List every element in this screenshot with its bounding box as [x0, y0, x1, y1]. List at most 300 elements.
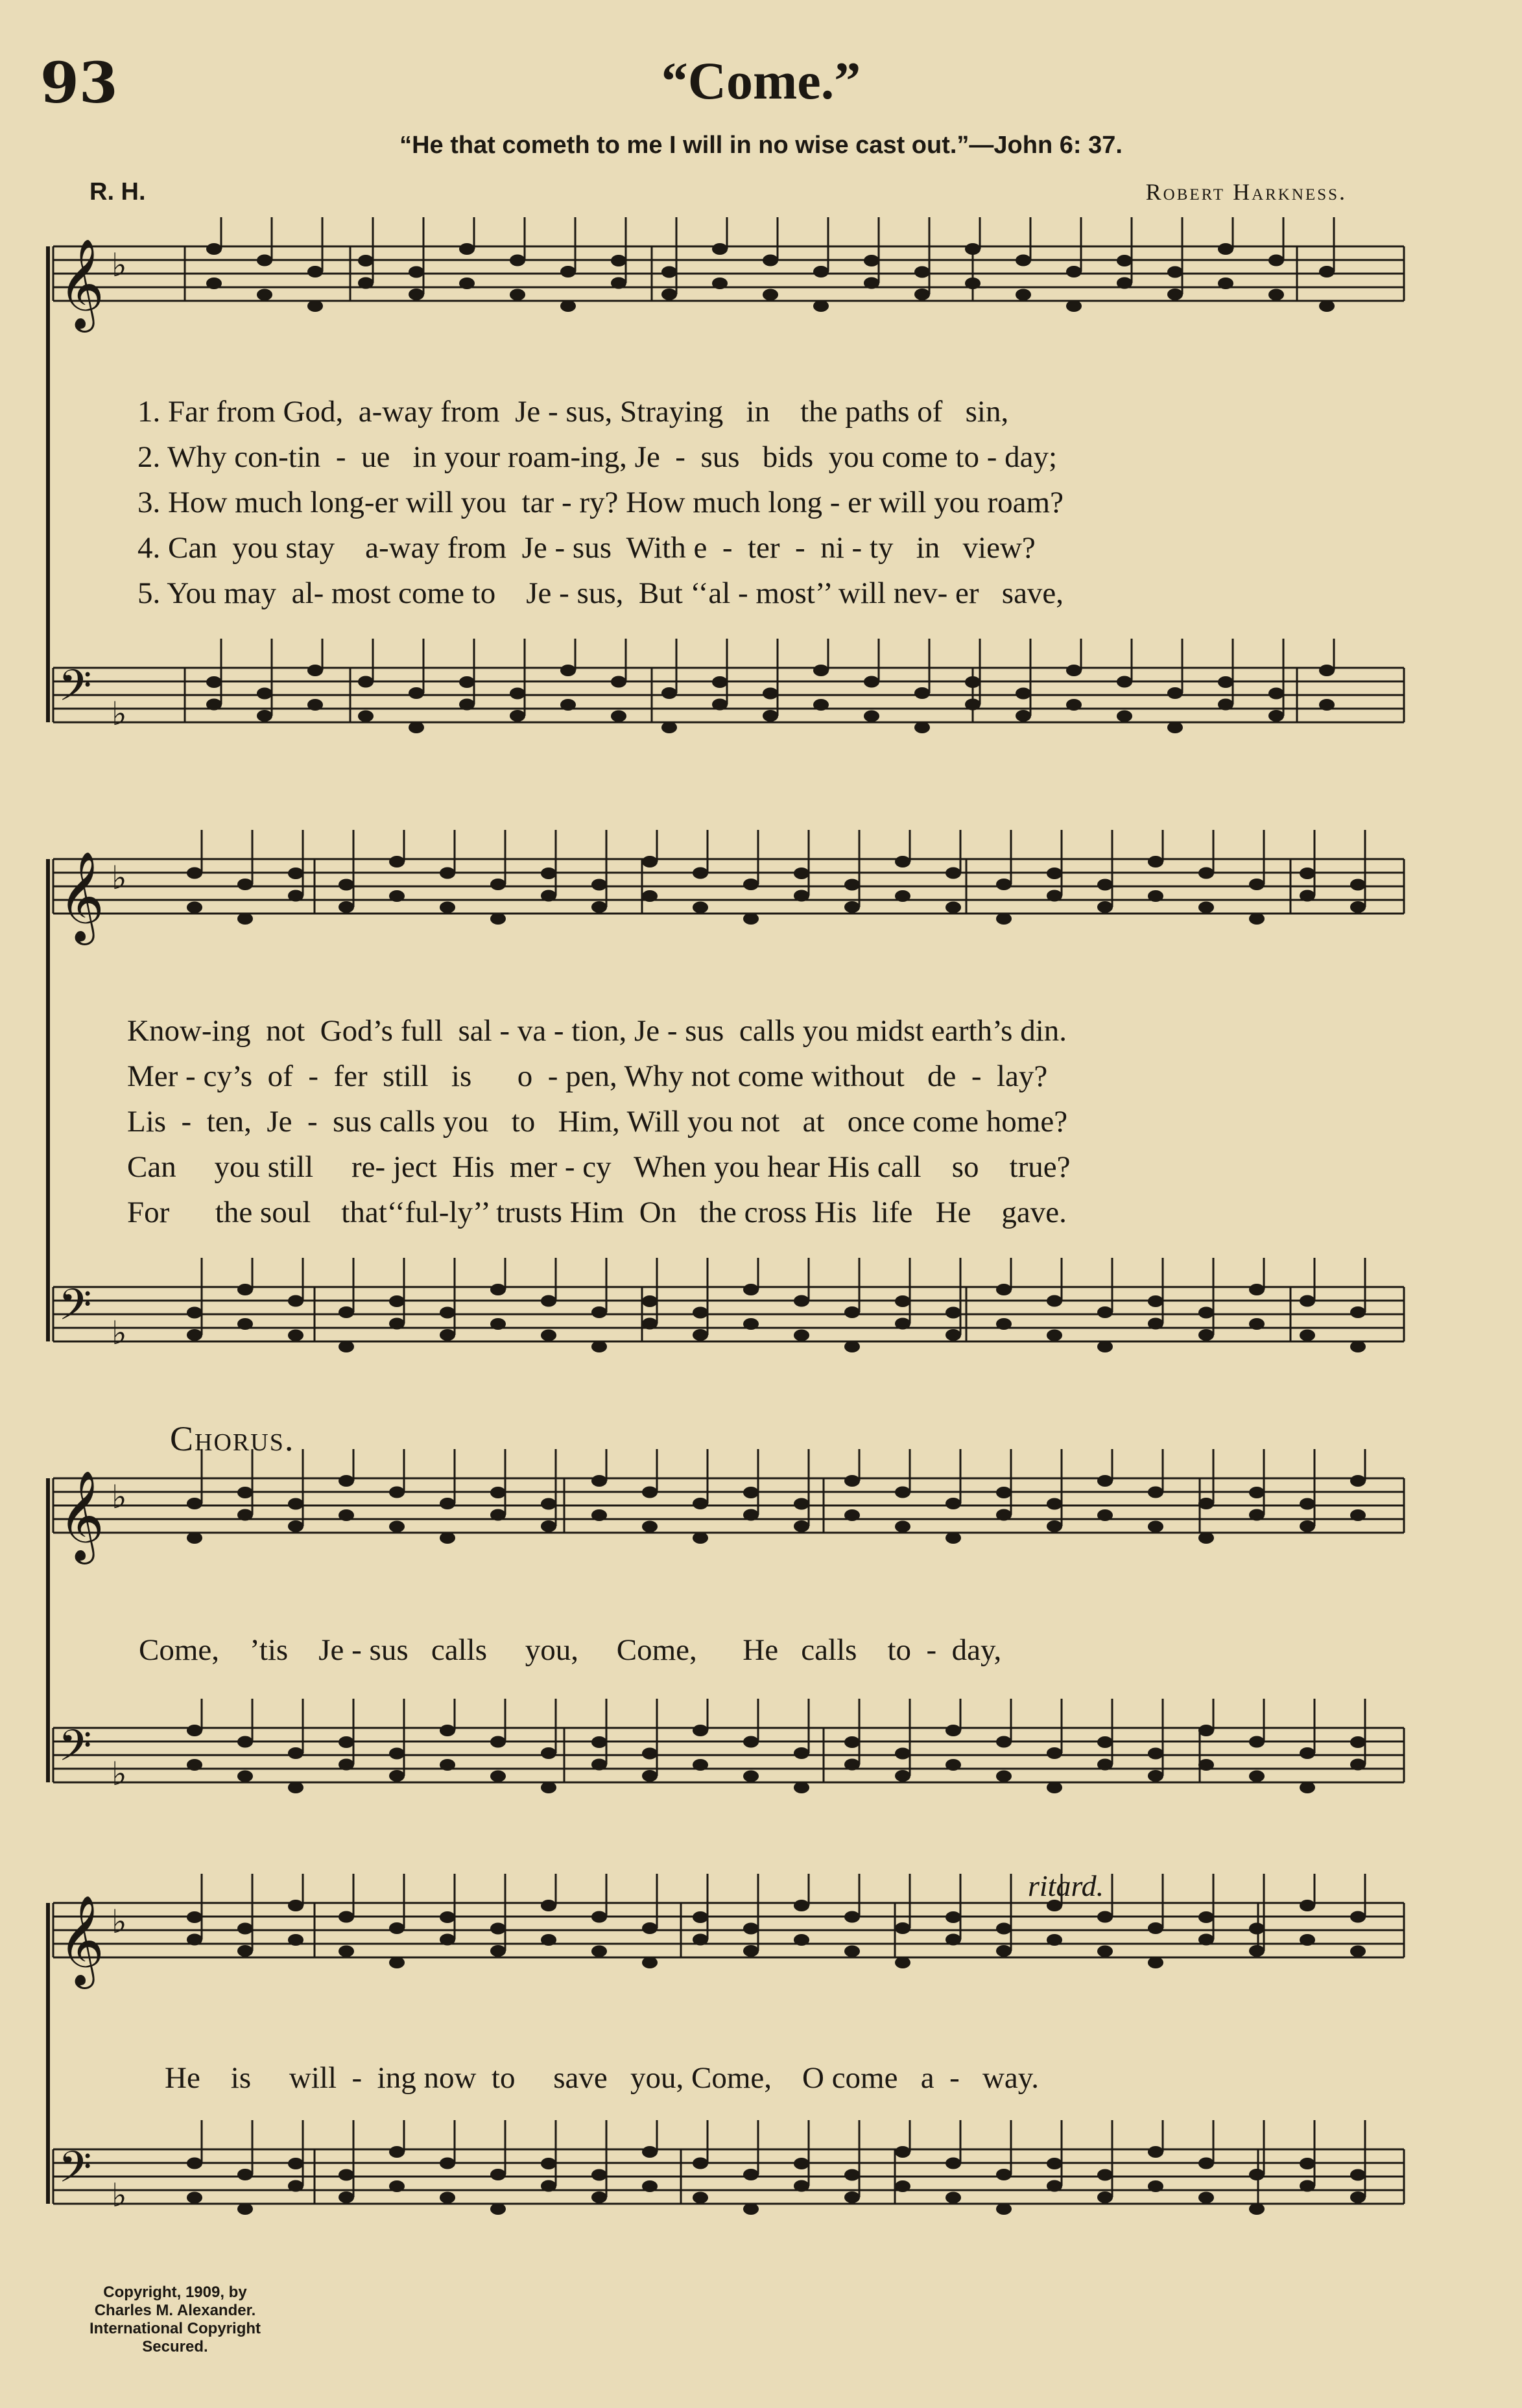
- note-head: [895, 890, 910, 902]
- copyright-line: Copyright, 1909, by: [103, 2284, 247, 2301]
- note-head: [642, 1318, 658, 1330]
- note-head: [409, 266, 424, 278]
- note-head: [206, 676, 222, 688]
- verse-text: Far from God, a-way from Je - sus, Straying in the paths of sin,: [168, 395, 1009, 429]
- bass-clef-icon: 𝄢: [58, 2142, 92, 2202]
- note-head: [459, 277, 475, 289]
- note-head: [1319, 266, 1335, 277]
- note-head: [237, 2169, 253, 2180]
- note-head: [996, 1771, 1012, 1782]
- note-head: [591, 879, 607, 891]
- note-head: [459, 676, 475, 688]
- note-head: [339, 1911, 354, 1923]
- note-head: [1047, 1330, 1062, 1341]
- note-head: [895, 2180, 910, 2192]
- note-head: [1300, 1900, 1315, 1911]
- note-head: [1249, 1318, 1265, 1330]
- note-head: [237, 1923, 253, 1935]
- note-head: [307, 266, 323, 277]
- note-head: [794, 1934, 809, 1946]
- note-head: [237, 1318, 253, 1330]
- note-head: [257, 289, 272, 301]
- note-head: [187, 1329, 202, 1341]
- note-head: [996, 2169, 1012, 2180]
- note-head: [1148, 1957, 1163, 1968]
- note-head: [611, 255, 626, 266]
- note-head: [945, 902, 961, 914]
- note-head: [996, 879, 1012, 890]
- note-head: [1117, 277, 1132, 289]
- note-head: [1198, 1498, 1214, 1509]
- note-head: [288, 1520, 303, 1532]
- note-head: [1319, 300, 1335, 312]
- note-head: [187, 902, 202, 914]
- note-head: [693, 1759, 708, 1771]
- note-head: [591, 1911, 607, 1923]
- note-head: [1350, 901, 1366, 913]
- tempo-marking: ritard.: [1028, 1869, 1104, 1902]
- note-head: [895, 1770, 910, 1782]
- note-head: [1198, 1759, 1214, 1771]
- note-head: [945, 868, 961, 879]
- note-head: [693, 2192, 708, 2204]
- note-head: [794, 2158, 809, 2169]
- note-head: [996, 1923, 1012, 1935]
- note-head: [743, 879, 759, 890]
- note-head: [844, 2169, 860, 2181]
- note-head: [1066, 300, 1082, 312]
- note-head: [813, 266, 829, 277]
- note-head: [1300, 1520, 1315, 1532]
- flat-icon: ♭: [112, 1903, 127, 1941]
- note-head: [1198, 868, 1214, 879]
- note-head: [1268, 289, 1284, 301]
- note-head: [965, 277, 981, 289]
- note-head: [844, 2191, 860, 2203]
- note-head: [389, 1521, 405, 1533]
- note-head: [642, 856, 658, 868]
- note-head: [1249, 879, 1265, 890]
- note-head: [895, 2146, 910, 2158]
- note-head: [339, 1759, 354, 1771]
- flat-icon: ♭: [112, 1755, 127, 1793]
- note-head: [490, 1318, 506, 1330]
- note-head: [541, 1900, 556, 1911]
- note-head: [1148, 1748, 1163, 1760]
- note-head: [307, 300, 323, 312]
- note-head: [1249, 2169, 1265, 2180]
- note-head: [307, 699, 323, 711]
- note-head: [187, 1532, 202, 1544]
- treble-clef-icon: 𝄞: [58, 851, 104, 941]
- note-head: [1350, 1341, 1366, 1352]
- note-head: [743, 1284, 759, 1295]
- note-head: [541, 1747, 556, 1759]
- note-head: [661, 289, 677, 300]
- note-head: [389, 2180, 405, 2192]
- note-head: [642, 2180, 658, 2192]
- note-head: [1319, 699, 1335, 711]
- note-head: [1350, 1946, 1366, 1957]
- note-head: [591, 2169, 607, 2181]
- note-head: [560, 266, 576, 277]
- note-head: [1097, 2191, 1113, 2203]
- note-head: [743, 1923, 759, 1935]
- note-head: [389, 2146, 405, 2158]
- note-head: [763, 289, 778, 301]
- note-head: [339, 1946, 354, 1957]
- note-head: [794, 1900, 809, 1911]
- note-head: [1148, 856, 1163, 868]
- note-head: [591, 901, 607, 913]
- note-head: [965, 699, 981, 711]
- note-head: [440, 2158, 455, 2169]
- note-head: [743, 1318, 759, 1330]
- note-head: [389, 1295, 405, 1307]
- note-head: [490, 1771, 506, 1782]
- note-head: [1047, 1934, 1062, 1946]
- note-head: [237, 1487, 253, 1498]
- note-head: [1300, 1295, 1315, 1307]
- note-head: [945, 1759, 961, 1771]
- note-head: [1097, 1306, 1113, 1318]
- note-head: [440, 1307, 455, 1319]
- note-head: [237, 913, 253, 925]
- note-head: [864, 711, 879, 722]
- note-head: [1198, 1934, 1214, 1946]
- note-head: [1350, 1736, 1366, 1748]
- note-head: [611, 711, 626, 722]
- note-head: [895, 1487, 910, 1498]
- note-head: [642, 1295, 658, 1307]
- note-head: [1097, 1911, 1113, 1923]
- note-head: [693, 1307, 708, 1319]
- verse-text: Can you stay a-way from Je - sus With e - ter - ni - ty in view?: [168, 531, 1036, 565]
- note-head: [541, 1934, 556, 1946]
- note-head: [1167, 687, 1183, 699]
- note-head: [844, 901, 860, 913]
- flat-icon: ♭: [112, 1314, 127, 1352]
- note-head: [389, 1318, 405, 1330]
- note-head: [763, 710, 778, 722]
- note-head: [440, 868, 455, 879]
- note-head: [257, 710, 272, 722]
- note-head: [844, 879, 860, 891]
- note-head: [206, 699, 222, 711]
- note-head: [661, 687, 677, 699]
- note-head: [743, 1771, 759, 1782]
- note-head: [1300, 868, 1315, 879]
- note-head: [895, 1318, 910, 1330]
- note-head: [1218, 277, 1233, 289]
- note-head: [743, 1509, 759, 1521]
- note-head: [642, 2146, 658, 2158]
- verse-4-line-2: Can you still re- ject His mer - cy When you hear His call so true?: [127, 1150, 1071, 1184]
- note-head: [642, 1922, 658, 1934]
- note-head: [440, 1329, 455, 1341]
- note-head: [642, 1748, 658, 1760]
- verse-number: 3.: [137, 486, 161, 519]
- note-head: [389, 1922, 405, 1934]
- note-head: [945, 1911, 961, 1923]
- note-head: [541, 868, 556, 879]
- note-head: [642, 890, 658, 902]
- note-head: [459, 699, 475, 711]
- note-head: [1198, 1911, 1214, 1923]
- scripture-epigraph: “He that cometh to me I will in no wise cast out.”—John 6: 37.: [399, 132, 1123, 159]
- hymn-number: 93: [40, 51, 118, 116]
- note-head: [996, 2203, 1012, 2215]
- note-head: [560, 665, 576, 676]
- note-head: [288, 1498, 303, 1510]
- note-head: [642, 1957, 658, 1968]
- note-head: [490, 913, 506, 925]
- note-head: [794, 1747, 809, 1759]
- note-head: [440, 1934, 455, 1946]
- note-head: [693, 1532, 708, 1544]
- treble-clef-icon: 𝄞: [58, 1470, 104, 1561]
- note-head: [1350, 2169, 1366, 2181]
- note-head: [996, 913, 1012, 925]
- note-head: [591, 2191, 607, 2203]
- note-head: [945, 1725, 961, 1736]
- note-head: [389, 890, 405, 902]
- note-head: [541, 1330, 556, 1341]
- note-head: [611, 676, 626, 688]
- note-head: [895, 1295, 910, 1307]
- note-head: [1047, 1782, 1062, 1793]
- note-head: [945, 1329, 961, 1341]
- note-head: [693, 902, 708, 914]
- note-head: [712, 699, 728, 711]
- note-head: [945, 2158, 961, 2169]
- note-head: [389, 1487, 405, 1498]
- note-head: [914, 266, 930, 278]
- note-head: [965, 676, 981, 688]
- flat-icon: ♭: [112, 695, 127, 733]
- note-head: [693, 1498, 708, 1509]
- note-head: [1249, 1771, 1265, 1782]
- note-head: [1350, 1475, 1366, 1487]
- note-head: [794, 1520, 809, 1532]
- note-head: [237, 1771, 253, 1782]
- verse-5-line-2: For the soul that‘‘ful-ly’’ trusts Him On the cross His life He gave.: [127, 1196, 1067, 1229]
- note-head: [339, 1509, 354, 1521]
- composer-credit: Robert Harkness.: [1145, 179, 1347, 205]
- note-head: [1148, 2146, 1163, 2158]
- note-head: [1117, 676, 1132, 688]
- note-head: [743, 2169, 759, 2180]
- verse-number: 5.: [137, 576, 161, 610]
- copyright-line: International Copyright Secured.: [89, 2320, 261, 2355]
- note-head: [1016, 289, 1031, 301]
- note-head: [237, 1736, 253, 1748]
- flat-icon: ♭: [112, 1478, 127, 1516]
- note-head: [693, 1329, 708, 1341]
- note-head: [409, 722, 424, 733]
- note-head: [591, 1341, 607, 1352]
- note-head: [490, 1284, 506, 1295]
- note-head: [1249, 1736, 1265, 1748]
- note-head: [1350, 1759, 1366, 1771]
- note-head: [1047, 1295, 1062, 1307]
- note-head: [490, 1945, 506, 1957]
- note-head: [1218, 243, 1233, 255]
- note-head: [1167, 722, 1183, 733]
- note-head: [307, 665, 323, 676]
- verse-text: How much long-er will you tar - ry? How much long - er will you roam?: [168, 486, 1064, 519]
- note-head: [1249, 1945, 1265, 1957]
- note-head: [1319, 665, 1335, 676]
- note-head: [1066, 699, 1082, 711]
- note-head: [440, 1725, 455, 1736]
- note-head: [763, 255, 778, 266]
- note-head: [1350, 2191, 1366, 2203]
- note-head: [288, 1295, 303, 1307]
- note-head: [490, 2169, 506, 2180]
- note-head: [591, 1306, 607, 1318]
- note-head: [945, 2192, 961, 2204]
- note-head: [844, 1736, 860, 1748]
- note-head: [591, 1736, 607, 1748]
- note-head: [844, 1946, 860, 1957]
- note-head: [206, 277, 222, 289]
- note-head: [743, 913, 759, 925]
- note-head: [1350, 879, 1366, 891]
- note-head: [237, 1284, 253, 1295]
- note-head: [895, 1922, 910, 1934]
- note-head: [1047, 1747, 1062, 1759]
- note-head: [1249, 1923, 1265, 1935]
- chorus-lyrics-line-2: He is will - ing now to save you, Come, O come a - way.: [165, 2061, 1039, 2095]
- note-head: [844, 1475, 860, 1487]
- note-head: [611, 277, 626, 289]
- note-head: [1198, 1329, 1214, 1341]
- note-head: [490, 1736, 506, 1748]
- note-head: [1300, 890, 1315, 902]
- verse-1-line-1: [137, 394, 1008, 429]
- note-head: [996, 1318, 1012, 1330]
- note-head: [1148, 1487, 1163, 1498]
- note-head: [996, 1487, 1012, 1498]
- note-head: [541, 1520, 556, 1532]
- note-head: [591, 1946, 607, 1957]
- note-head: [257, 255, 272, 266]
- note-head: [288, 2180, 303, 2192]
- note-head: [1218, 676, 1233, 688]
- note-head: [1249, 1509, 1265, 1521]
- note-head: [409, 687, 424, 699]
- note-head: [1198, 902, 1214, 914]
- note-head: [440, 902, 455, 914]
- note-head: [1117, 255, 1132, 266]
- note-head: [1047, 890, 1062, 902]
- note-head: [1249, 913, 1265, 925]
- note-head: [541, 2180, 556, 2192]
- note-head: [237, 1509, 253, 1521]
- note-head: [1097, 879, 1113, 891]
- note-head: [440, 1498, 455, 1509]
- verse-3-line-1: [137, 485, 1064, 520]
- note-head: [237, 2203, 253, 2215]
- note-head: [490, 1923, 506, 1935]
- note-head: [642, 1521, 658, 1533]
- note-head: [1300, 2180, 1315, 2192]
- note-head: [794, 2180, 809, 2192]
- note-head: [864, 255, 879, 266]
- note-head: [642, 1770, 658, 1782]
- note-head: [1047, 2180, 1062, 2192]
- note-head: [844, 1306, 860, 1318]
- note-head: [187, 1725, 202, 1736]
- note-head: [1198, 1532, 1214, 1544]
- verse-number: 4.: [137, 531, 161, 565]
- note-head: [945, 1532, 961, 1544]
- note-head: [1268, 710, 1284, 722]
- note-head: [358, 676, 374, 688]
- note-head: [1148, 2180, 1163, 2192]
- note-head: [459, 243, 475, 255]
- note-head: [339, 879, 354, 891]
- verse-3-line-2: Lis - ten, Je - sus calls you to Him, Will you not at once come home?: [127, 1105, 1068, 1139]
- treble-clef-icon: 𝄞: [58, 1895, 104, 1985]
- note-head: [187, 1911, 202, 1923]
- bass-clef-icon: 𝄢: [58, 661, 92, 721]
- note-head: [895, 1521, 910, 1533]
- note-head: [794, 1330, 809, 1341]
- note-head: [288, 868, 303, 879]
- verse-5-line-1: [137, 576, 1064, 611]
- note-head: [996, 1284, 1012, 1295]
- note-head: [1148, 1922, 1163, 1934]
- note-head: [1148, 1770, 1163, 1782]
- note-head: [693, 1934, 708, 1946]
- note-head: [1148, 1295, 1163, 1307]
- note-head: [288, 2158, 303, 2169]
- note-head: [945, 1307, 961, 1319]
- note-head: [541, 890, 556, 902]
- note-head: [864, 676, 879, 688]
- author-initials: R. H.: [89, 178, 146, 206]
- note-head: [541, 1782, 556, 1793]
- note-head: [237, 1945, 253, 1957]
- note-head: [813, 300, 829, 312]
- note-head: [490, 1509, 506, 1521]
- note-head: [1097, 1509, 1113, 1521]
- note-head: [1249, 1487, 1265, 1498]
- note-head: [693, 2158, 708, 2169]
- flat-icon: ♭: [112, 859, 127, 897]
- flat-icon: ♭: [112, 246, 127, 284]
- note-head: [440, 1911, 455, 1923]
- note-head: [1300, 1782, 1315, 1793]
- verse-2-line-1: [137, 440, 1057, 475]
- note-head: [288, 890, 303, 902]
- note-head: [339, 1341, 354, 1352]
- note-head: [187, 2192, 202, 2204]
- note-head: [591, 1509, 607, 1521]
- note-head: [490, 879, 506, 890]
- chorus-lyrics-line-1: Come, ’tis Je - sus calls you, Come, He calls to - day,: [139, 1633, 1002, 1667]
- note-head: [510, 710, 525, 722]
- note-head: [541, 1498, 556, 1510]
- note-head: [1350, 1911, 1366, 1923]
- note-head: [1148, 1318, 1163, 1330]
- note-head: [288, 1782, 303, 1793]
- note-head: [389, 1748, 405, 1760]
- note-head: [914, 289, 930, 300]
- note-head: [1198, 2192, 1214, 2204]
